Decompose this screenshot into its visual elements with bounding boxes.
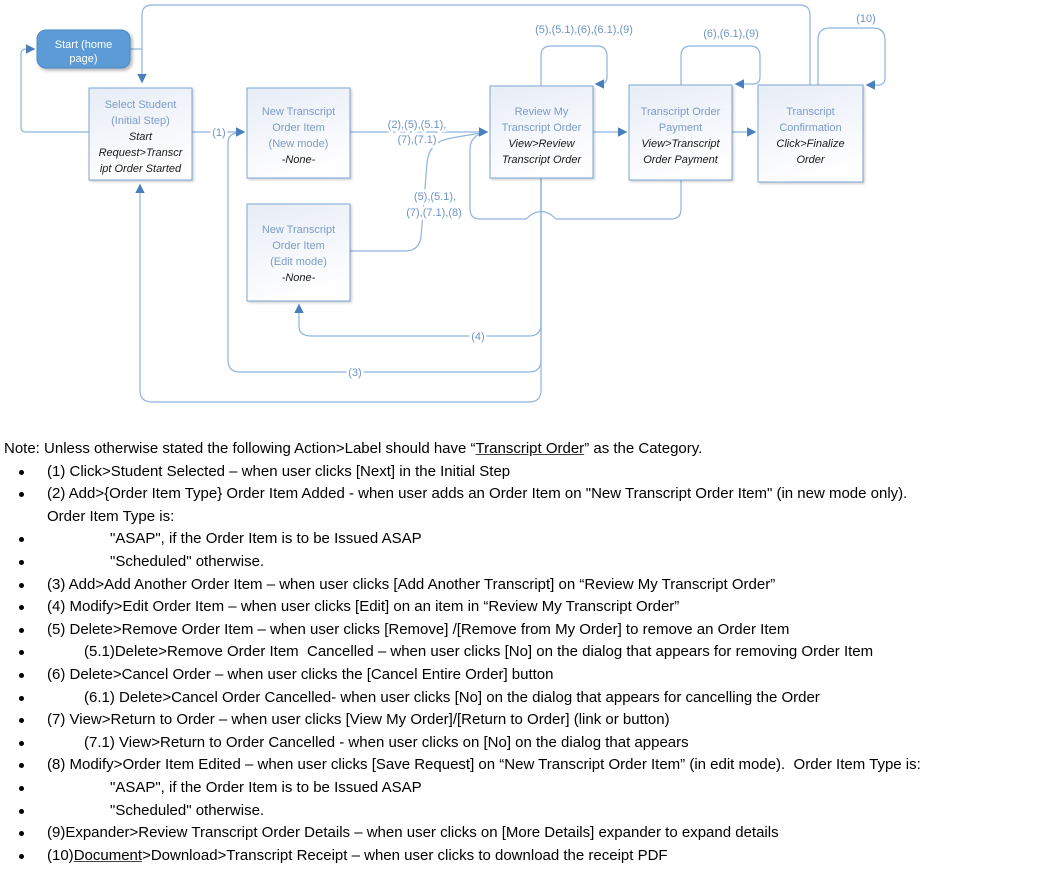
svg-text:Transcript Order: Transcript Order <box>501 154 582 166</box>
svg-text:Transcript Order: Transcript Order <box>501 122 582 134</box>
bullet-dot <box>19 537 24 542</box>
node-select-student <box>89 88 192 180</box>
node-start-line-1: Start (home <box>54 39 113 51</box>
loop-payment <box>681 46 760 85</box>
note-item-7: (7) View>Return to Order – when user clicks [View My Order]/[Return to Order] (link or button) <box>0 709 1043 732</box>
bullet-dot <box>19 650 24 655</box>
svg-text:View>Transcript: View>Transcript <box>641 138 720 150</box>
node-start-line-2: page) <box>69 53 98 65</box>
svg-text:Order Item: Order Item <box>272 240 325 252</box>
node-transcript-order-payment <box>629 85 732 180</box>
note-item-9: (9)Expander>Review Transcript Order Details – when user clicks on [More Details] expander to expand details <box>0 822 1043 845</box>
edge-label-8-line1: (5),(5.1), <box>413 191 457 203</box>
note-item-6: (6) Delete>Cancel Order – when user clicks the [Cancel Entire Order] button <box>0 664 1043 687</box>
bullet-dot <box>19 492 24 497</box>
note-header-underlined: Transcript Order <box>475 440 585 457</box>
note-item-8: (8) Modify>Order Item Edited – when user clicks [Save Request] on “New Transcript Order Item” (in edit mode). Order Item Type is: <box>0 754 1043 777</box>
note-header-text-post: ” as the Category. <box>584 440 703 457</box>
node-transcript-confirmation <box>758 85 863 182</box>
node-new-transcript-order-item-new-mode <box>247 88 350 178</box>
note-item-asap: "ASAP", if the Order Item is to be Issued ASAP <box>0 528 1043 551</box>
svg-text:Transcript: Transcript <box>786 106 835 118</box>
svg-text:(Edit mode): (Edit mode) <box>270 256 327 268</box>
note-item-1: (1) Click>Student Selected – when user clicks [Next] in the Initial Step <box>0 461 1043 484</box>
note-item-asap-2: "ASAP", if the Order Item is to be Issued ASAP <box>0 777 1043 800</box>
bullet-dot <box>19 560 24 565</box>
note-item-4: (4) Modify>Edit Order Item – when user clicks [Edit] on an item in “Review My Transcript Order” <box>0 596 1043 619</box>
bullet-dot <box>19 673 24 678</box>
bullet-dot <box>19 763 24 768</box>
bullet-dot <box>19 470 24 475</box>
edge-label-8-line2: (7),(7.1),(8) <box>406 207 462 219</box>
bullet-dot <box>19 583 24 588</box>
svg-text:ipt Order Started: ipt Order Started <box>99 163 182 175</box>
svg-text:Order Payment: Order Payment <box>643 154 718 166</box>
bullet-dot <box>19 809 24 814</box>
loop-label-confirmation: (10) <box>856 13 876 25</box>
svg-text:Review My: Review My <box>514 106 569 118</box>
edge-label-2-line1: (2),(5),(5.1), <box>387 119 447 131</box>
loop-label-review: (5),(5.1),(6),(6.1),(9) <box>535 24 633 36</box>
loop-confirmation <box>818 28 885 85</box>
bullet-dot <box>19 854 24 859</box>
note-header-text: Note: Unless otherwise stated the following Action>Label should have “ <box>4 440 476 457</box>
svg-text:(Initial Step): (Initial Step) <box>111 115 170 127</box>
loop-label-payment: (6),(6.1),(9) <box>703 28 759 40</box>
note-item-5-1: (5.1)Delete>Remove Order Item Cancelled – when user clicks [No] on the dialog that appears for removing Order Item <box>0 641 1043 664</box>
bullet-dot <box>19 605 24 610</box>
note-item-scheduled: "Scheduled" otherwise. <box>0 551 1043 574</box>
svg-text:Payment: Payment <box>658 122 703 134</box>
bullet-dot <box>19 696 24 701</box>
bullet-dot <box>19 628 24 633</box>
svg-text:Transcript Order: Transcript Order <box>640 106 721 118</box>
note-item-scheduled-2: "Scheduled" otherwise. <box>0 800 1043 823</box>
bullet-dot <box>19 786 24 791</box>
note-header <box>0 438 1043 461</box>
notes-section <box>0 438 1043 867</box>
svg-text:View>Review: View>Review <box>508 138 575 150</box>
svg-text:Confirmation: Confirmation <box>779 122 842 134</box>
flowchart-canvas <box>0 0 1043 435</box>
node-start-home-page <box>37 30 130 68</box>
note-item-10: (10)Document>Download>Transcript Receipt – when user clicks to download the receipt PDF <box>0 845 1043 868</box>
bullet-dot <box>19 741 24 746</box>
svg-text:(New mode): (New mode) <box>268 138 329 150</box>
node-review-my-transcript-order <box>490 86 593 178</box>
edge-label-4: (4) <box>471 331 485 343</box>
note-item-2-continued: Order Item Type is: <box>47 507 175 525</box>
svg-text:Request>Transcr: Request>Transcr <box>98 147 183 159</box>
svg-text:Order Item: Order Item <box>272 122 325 134</box>
svg-text:-None-: -None- <box>281 154 316 166</box>
note-item-7-1: (7.1) View>Return to Order Cancelled - when user clicks on [No] on the dialog that appears <box>0 732 1043 755</box>
note-item-5: (5) Delete>Remove Order Item – when user clicks [Remove] /[Remove from My Order] to remove an Order Item <box>0 619 1043 642</box>
svg-text:Select Student: Select Student <box>104 99 177 111</box>
edge-label-1: (1) <box>212 127 226 139</box>
note-item-2: (2) Add>{Order Item Type} Order Item Added - when user adds an Order Item on "New Transcript Order Item" (in new mode only). <box>0 483 1043 506</box>
edge-label-3: (3) <box>348 367 362 379</box>
svg-text:New Transcript: New Transcript <box>261 106 336 118</box>
bullet-dot <box>19 831 24 836</box>
node-new-transcript-order-item-edit-mode <box>247 204 350 301</box>
svg-text:Start: Start <box>128 131 153 143</box>
note-item-3: (3) Add>Add Another Order Item – when user clicks [Add Another Transcript] on “Review My Transcript Order” <box>0 574 1043 597</box>
svg-text:Click>Finalize: Click>Finalize <box>776 138 845 150</box>
svg-text:-None-: -None- <box>281 272 316 284</box>
bullet-dot <box>19 718 24 723</box>
svg-text:Order: Order <box>796 154 825 166</box>
edge-label-2-line2: (7),(7.1) <box>397 134 437 146</box>
loop-review <box>541 46 607 86</box>
note-item-6-1: (6.1) Delete>Cancel Order Cancelled- when user clicks [No] on the dialog that appears for cancelling the Order <box>0 687 1043 710</box>
edge-confirmation-to-select-top <box>142 5 810 85</box>
svg-text:New Transcript: New Transcript <box>261 224 336 236</box>
note-item-10-underlined: Document <box>73 846 143 864</box>
